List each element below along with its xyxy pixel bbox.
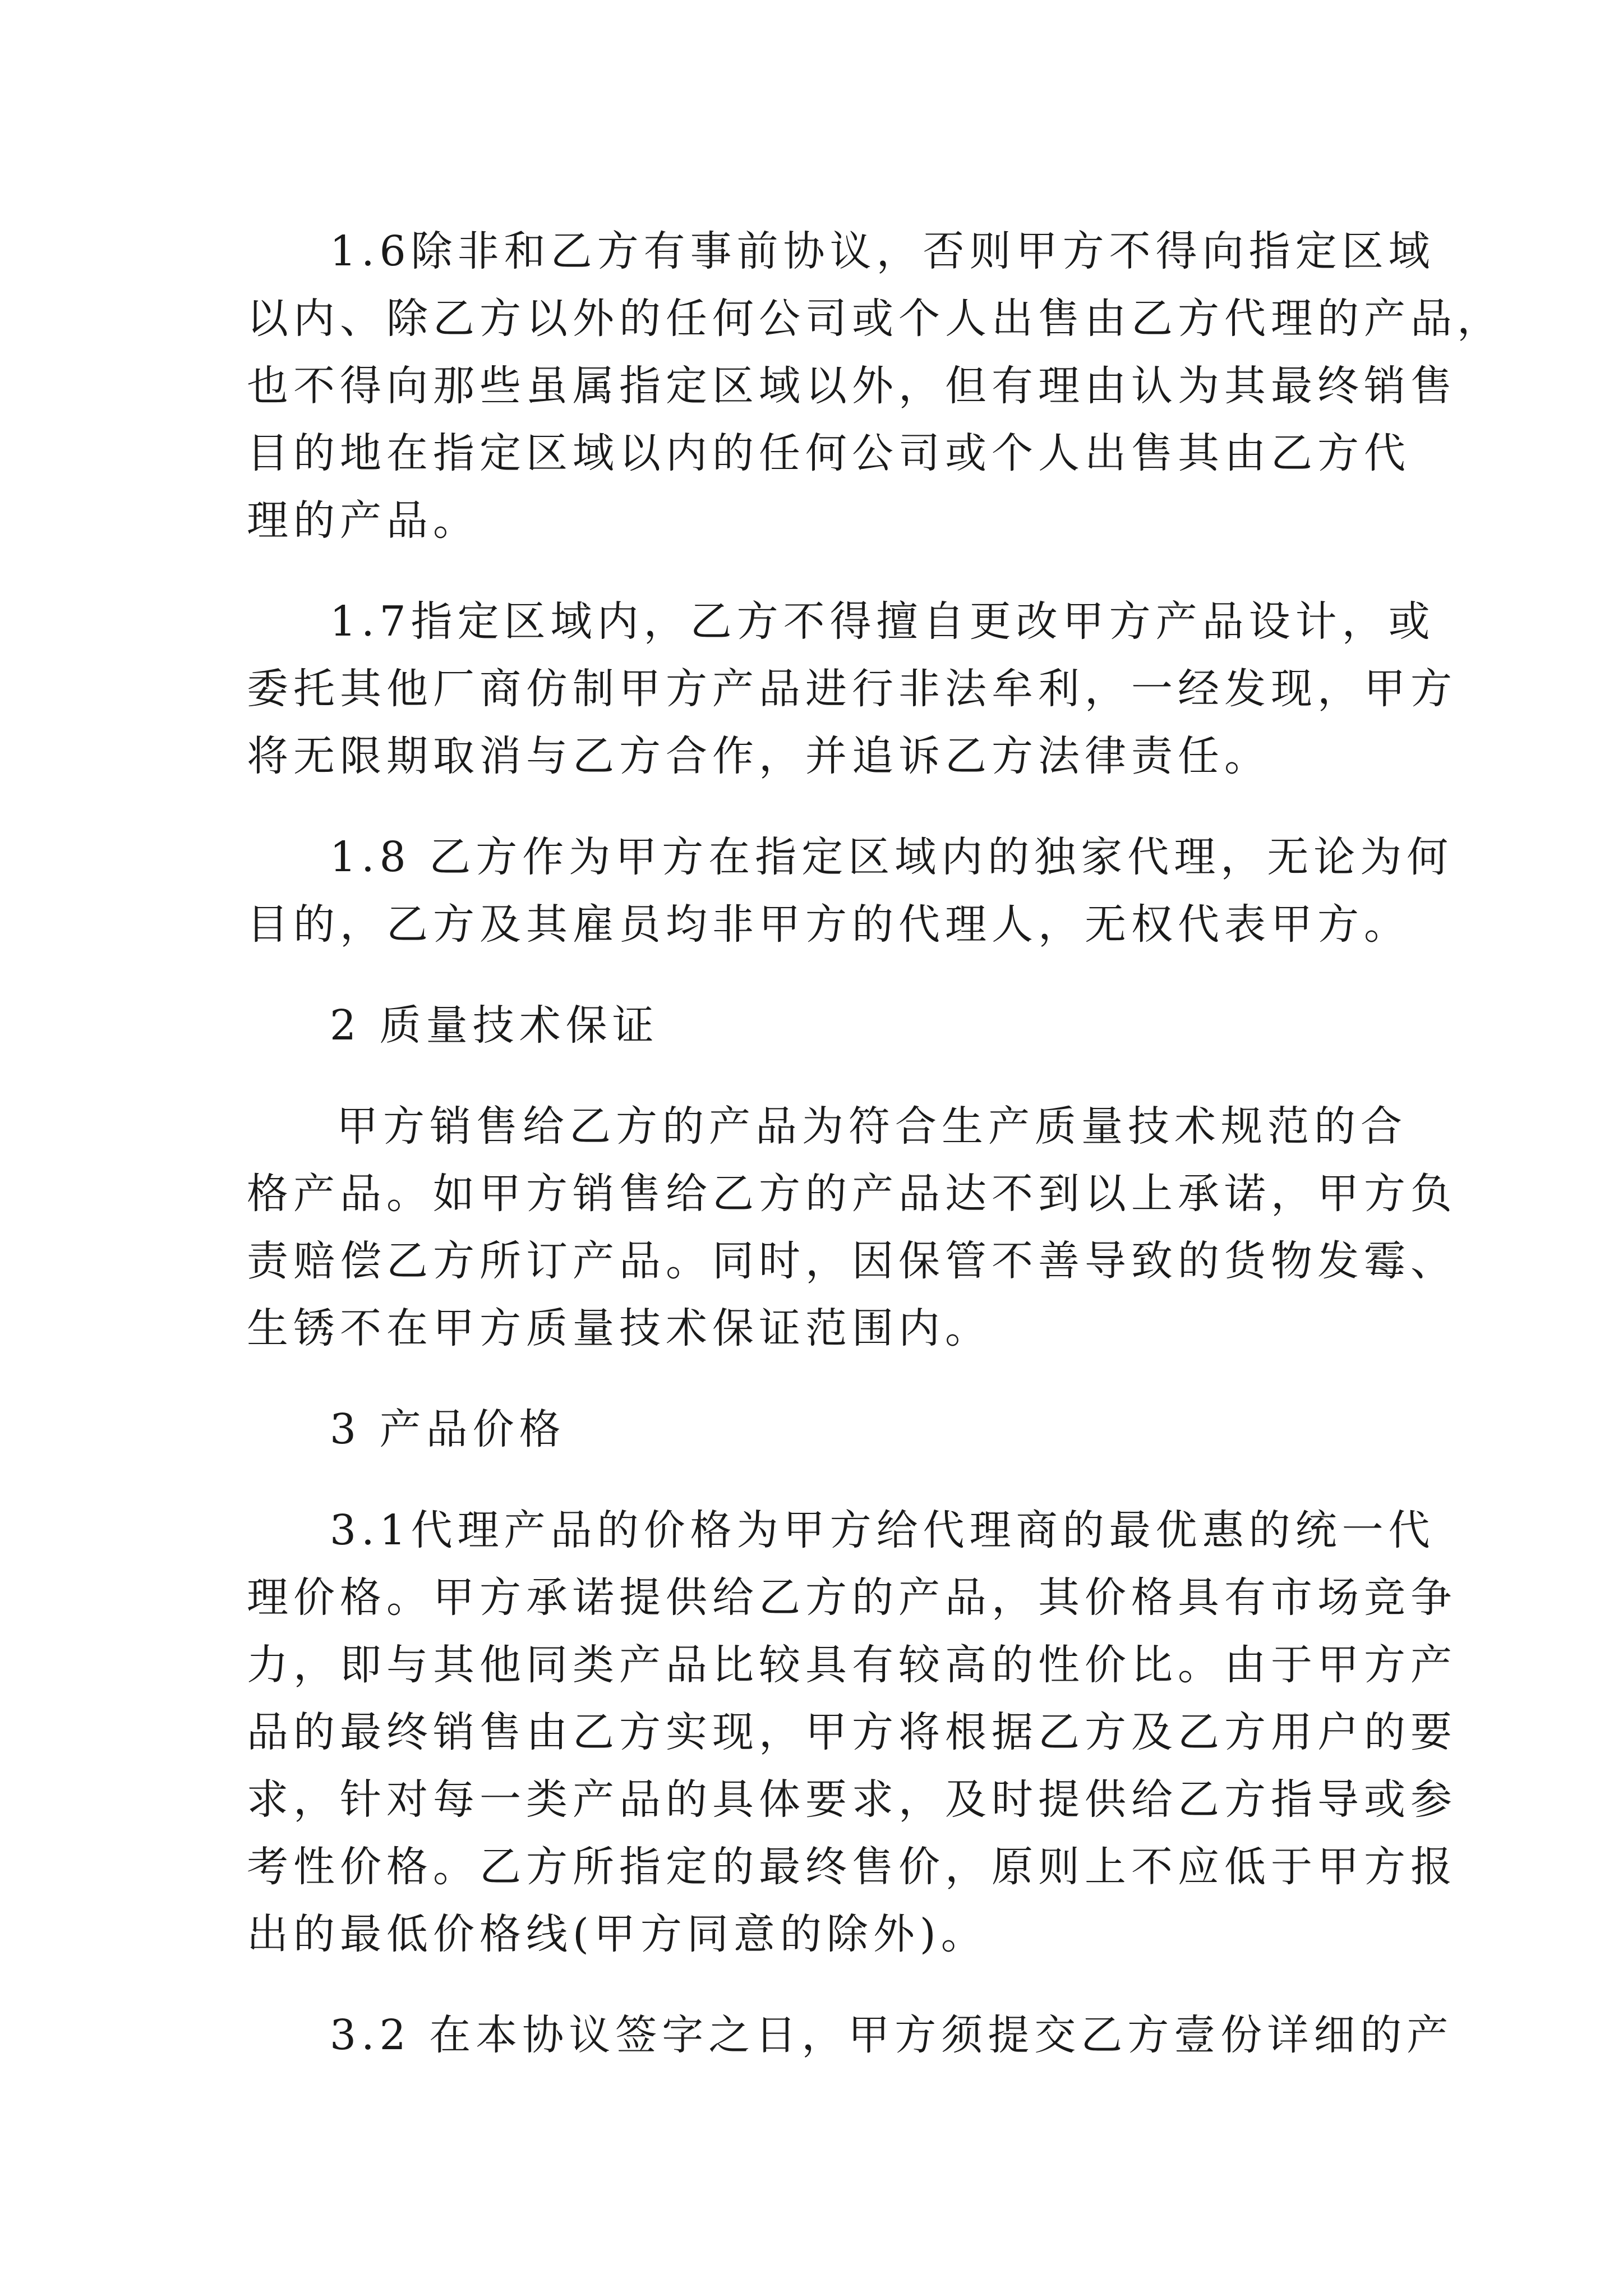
text-line: 以内、除乙方以外的任何公司或个人出售由乙方代理的产品， (247, 295, 1504, 343)
text-line: 委托其他厂商仿制甲方产品进行非法牟利，一经发现，甲方 (247, 665, 1457, 713)
text-line: 出的最低价格线(甲方同意的除外)。 (247, 1910, 988, 1958)
text-line: 求，针对每一类产品的具体要求，及时提供给乙方指导或参 (247, 1775, 1457, 1824)
text-line: 考性价格。乙方所指定的最终售价，原则上不应低于甲方报 (247, 1843, 1457, 1891)
text-line: 生锈不在甲方质量技术保证范围内。 (247, 1304, 992, 1352)
text-line: 3.2 在本协议签字之日，甲方须提交乙方壹份详细的产 (330, 2011, 1454, 2059)
text-line: 也不得向那些虽属指定区域以外，但有理由认为其最终销售 (247, 362, 1457, 410)
text-line: 理的产品。 (247, 496, 479, 545)
text-line: 1.8 乙方作为甲方在指定区域内的独家代理，无论为何 (330, 833, 1454, 881)
text-line: 责赔偿乙方所订产品。同时，因保管不善导致的货物发霉、 (247, 1237, 1457, 1285)
text-line: 目的，乙方及其雇员均非甲方的代理人，无权代表甲方。 (247, 900, 1410, 949)
text-line: 1.7指定区域内，乙方不得擅自更改甲方产品设计，或 (330, 597, 1435, 646)
text-line: 力，即与其他同类产品比较具有较高的性价比。由于甲方产 (247, 1641, 1457, 1689)
text-line: 品的最终销售由乙方实现，甲方将根据乙方及乙方用户的要 (247, 1708, 1457, 1756)
section-heading: 3 产品价格 (330, 1405, 566, 1453)
section-heading: 2 质量技术保证 (330, 1001, 659, 1050)
text-line: 理价格。甲方承诺提供给乙方的产品，其价格具有市场竞争 (247, 1573, 1457, 1622)
text-line: 甲方销售给乙方的产品为符合生产质量技术规范的合 (336, 1102, 1407, 1151)
text-line: 格产品。如甲方销售给乙方的产品达不到以上承诺，甲方负 (247, 1170, 1457, 1218)
text-line: 目的地在指定区域以内的任何公司或个人出售其由乙方代 (247, 429, 1410, 477)
text-line: 将无限期取消与乙方合作，并追诉乙方法律责任。 (247, 732, 1271, 780)
text-line: 3.1代理产品的价格为甲方给代理商的最优惠的统一代 (330, 1506, 1435, 1554)
text-line: 1.6除非和乙方有事前协议，否则甲方不得向指定区域 (330, 227, 1435, 275)
